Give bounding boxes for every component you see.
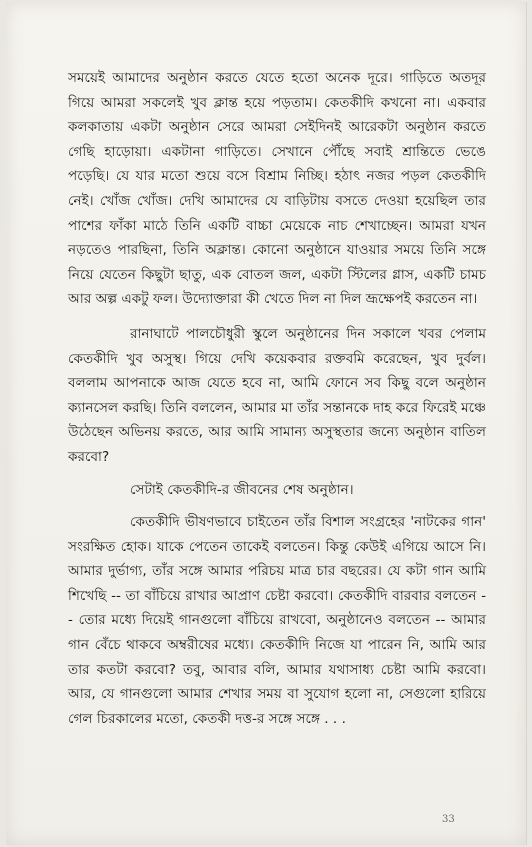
- paragraph-2: রানাঘাটে পালচৌধুরী স্কুলে অনুষ্ঠানের দিন সকালে খবর পেলাম কেতকীদি খুব অসুস্থ। গিয়ে দেখি কয়েকবার রক্তবমি করেছেন, খুব দুর্বল। বললাম আপনাকে আজ যেতে হবে না, আমি ফোনে সব কিছু বলে অনুষ্ঠান ক্যানসেল করছি। তিনি বললেন, আমার মা তাঁর সন্তানকে দাহ করে ফিরেই মঞ্চে উঠেছেন অভিনয় করতে, আর আমি সামান্য অসুস্থতার জন্যে অনুষ্ঠান বাতিল করবো?: [68, 325, 486, 465]
- paragraph-3: সেটাই কেতকীদি-র জীবনের শেষ অনুষ্ঠান।: [130, 481, 354, 498]
- book-page: [6, 2, 527, 845]
- paragraph-4: কেতকীদি ভীষণভাবে চাইতেন তাঁর বিশাল সংগ্রহের 'নাটকের গান' সংরক্ষিত হোক। যাকে পেতেন তাকেই বলতেন। কিন্তু কেউই এগিয়ে আসে নি। আমার দুর্ভাগ্য, তাঁর সঙ্গে আমার পরিচয় মাত্র চার বছরের। যে কটা গান আমি শিখেছি -- তা বাঁচিয়ে রাখার আপ্রাণ চেষ্টা করবো। কেতকীদি বারবার বলতেন -- তোর মধ্যে দিয়েই গানগুলো বাঁচিয়ে রাখবো, অনুষ্ঠানেও বলতেন -- আমার গান বেঁচে থাকবে অম্বরীষের মধ্যে। কেতকীদি নিজে যা পারেন নি, আমি আর তার কতটা করবো? তবু, আবার বলি, আমার যথাসাধ্য চেষ্টা আমি করবো। আর, যে গানগুলো আমার শেখার সময় বা সুযোগ হলো না, সেগুলো হারিয়ে গেল চিরকালের মতো, কেতকী দত্ত-র সঙ্গে সঙ্গে . . .: [68, 514, 486, 727]
- paragraph-1: সময়েই আমাদের অনুষ্ঠান করতে যেতে হতো অনেক দূরে। গাড়িতে অতদূর গিয়ে আমরা সকলেই খুব ক্লান্ত হয়ে পড়তাম। কেতকীদি কখনো না। একবার কলকাতায় একটা অনুষ্ঠান সেরে আমরা সেইদিনই আরেকটা অনুষ্ঠান করতে গেছি হাড়োয়া। একটানা গাড়িতে। সেখানে পৌঁছে সবাই শ্রান্তিতে ভেঙে পড়েছি। যে যার মতো শুয়ে বসে বিশ্রাম নিচ্ছি। হঠাৎ নজর পড়ল কেতকীদি নেই। খোঁজ খোঁজ। দেখি আমাদের যে বাড়িটায় বসতে দেওয়া হয়েছিল তার পাশের ফাঁকা মাঠে তিনি একটি বাচ্চা মেয়েকে নাচ শেখাচ্ছেন। আমরা যখন নড়তেও পারছিনা, তিনি অক্লান্ত। কোনো অনুষ্ঠানে যাওয়ার সময়ে তিনি সঙ্গে নিয়ে যেতেন কিছুটা ছাতু, এক বোতল জল, একটা স্টিলের গ্লাস, একটি চামচ আর অল্প একটু ফল। উদ্যোক্তারা কী খেতে দিল না দিল ভ্রূক্ষেপই করতেন না।: [68, 70, 486, 308]
- page-number: 33: [442, 814, 455, 825]
- body-text: [68, 66, 486, 731]
